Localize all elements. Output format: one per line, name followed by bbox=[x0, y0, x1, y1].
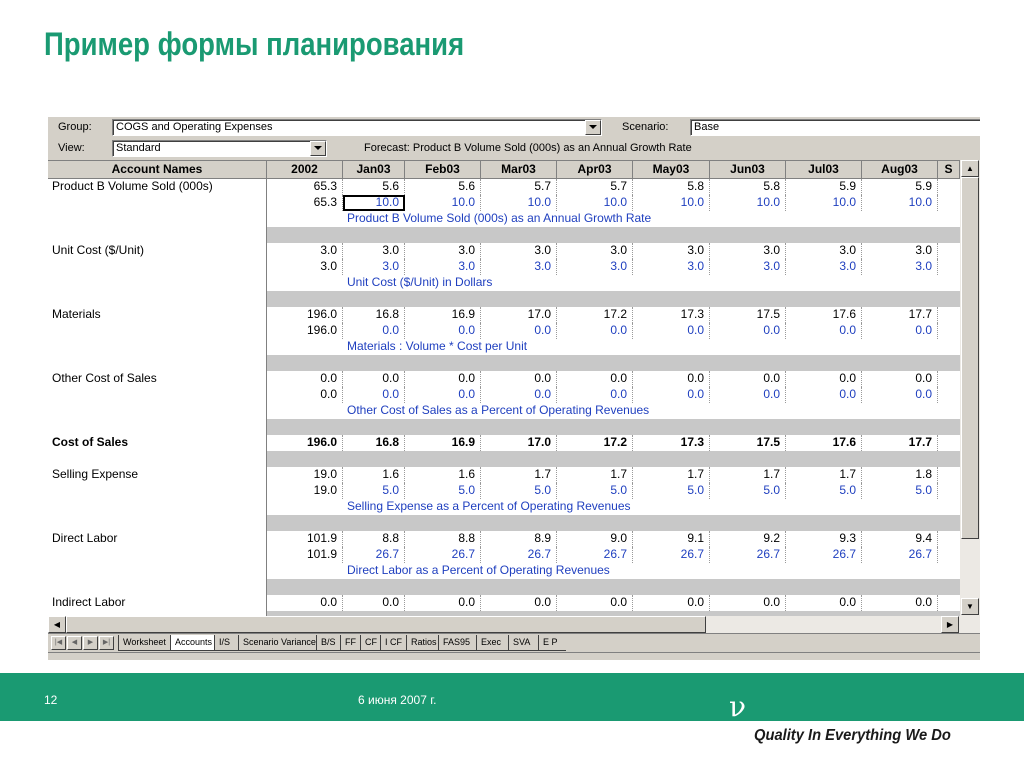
driver-cell[interactable]: 10.0 bbox=[557, 195, 633, 211]
row-separator bbox=[267, 451, 960, 467]
driver-cell[interactable]: 5.0 bbox=[557, 483, 633, 499]
sheet-tab[interactable]: Accounts bbox=[170, 635, 214, 651]
value-cell[interactable]: 9.1 bbox=[633, 531, 710, 547]
value-cell[interactable]: 17.2 bbox=[557, 435, 633, 451]
value-cell[interactable]: 3.0 bbox=[343, 243, 405, 259]
value-cell[interactable]: 9.3 bbox=[786, 531, 862, 547]
driver-cell[interactable]: 0.0 bbox=[267, 387, 343, 403]
scroll-left-button[interactable] bbox=[48, 616, 66, 633]
driver-cell[interactable]: 5.0 bbox=[481, 483, 557, 499]
planning-app-window bbox=[48, 117, 980, 660]
horizontal-scrollbar[interactable] bbox=[48, 616, 980, 633]
value-cell[interactable]: 0.0 bbox=[343, 371, 405, 387]
prev-icon: ◀ bbox=[71, 639, 78, 646]
next-icon: ▶ bbox=[87, 639, 94, 646]
driver-cell[interactable]: 10.0 bbox=[343, 195, 405, 211]
driver-cell[interactable]: 3.0 bbox=[267, 259, 343, 275]
slide-date: 6 июня 2007 г. bbox=[358, 693, 437, 707]
driver-cell[interactable]: 0.0 bbox=[710, 323, 786, 339]
first-sheet-button[interactable] bbox=[51, 636, 66, 650]
driver-cell[interactable]: 5.0 bbox=[862, 483, 938, 499]
status-bar bbox=[48, 652, 980, 660]
driver-cell[interactable]: 5.0 bbox=[405, 483, 481, 499]
value-cell[interactable]: 17.3 bbox=[633, 435, 710, 451]
account-name: Indirect Labor bbox=[48, 595, 267, 616]
row-separator bbox=[267, 579, 960, 595]
formula-description: Direct Labor as a Percent of Operating Revenues bbox=[347, 563, 610, 577]
driver-cell[interactable]: 26.7 bbox=[481, 547, 557, 563]
value-cell[interactable]: 0.0 bbox=[710, 595, 786, 611]
account-block bbox=[48, 243, 960, 307]
row-separator bbox=[267, 515, 960, 531]
value-cell[interactable]: 0.0 bbox=[267, 595, 343, 611]
view-select[interactable]: Standard bbox=[112, 140, 327, 157]
value-cell[interactable]: 0.0 bbox=[633, 595, 710, 611]
driver-cell[interactable]: 0.0 bbox=[481, 387, 557, 403]
driver-cell[interactable]: 3.0 bbox=[862, 259, 938, 275]
group-label: Group: bbox=[58, 121, 92, 133]
value-cell[interactable]: 9.0 bbox=[557, 531, 633, 547]
driver-cell[interactable]: 26.7 bbox=[862, 547, 938, 563]
account-block bbox=[48, 531, 960, 595]
column-header[interactable]: Jul03 bbox=[786, 161, 862, 179]
triangle-down-icon: ▼ bbox=[966, 602, 974, 611]
value-cell[interactable]: 17.5 bbox=[710, 435, 786, 451]
sheet-tab[interactable]: Worksheet bbox=[118, 635, 170, 651]
account-name: Selling Expense bbox=[48, 467, 267, 531]
slide-title: Пример формы планирования bbox=[44, 26, 465, 62]
scroll-right-button[interactable] bbox=[941, 616, 959, 633]
value-cell[interactable]: 3.0 bbox=[267, 243, 343, 259]
value-cell[interactable]: 1.7 bbox=[481, 467, 557, 483]
next-sheet-button[interactable] bbox=[83, 636, 98, 650]
driver-cell[interactable]: 5.0 bbox=[633, 483, 710, 499]
value-cell[interactable]: 0.0 bbox=[405, 371, 481, 387]
driver-cell[interactable]: 3.0 bbox=[633, 259, 710, 275]
formula-description: Materials : Volume * Cost per Unit bbox=[347, 339, 528, 353]
group-select[interactable]: COGS and Operating Expenses bbox=[112, 119, 602, 136]
value-cell[interactable]: 17.2 bbox=[557, 307, 633, 323]
value-cell[interactable]: 16.9 bbox=[405, 435, 481, 451]
value-cell[interactable]: 17.7 bbox=[862, 307, 938, 323]
column-header[interactable]: Feb03 bbox=[405, 161, 481, 179]
driver-cell[interactable]: 3.0 bbox=[481, 259, 557, 275]
value-cell[interactable]: 65.3 bbox=[267, 179, 343, 195]
value-cell[interactable]: 17.7 bbox=[862, 435, 938, 451]
triangle-up-icon: ▲ bbox=[966, 164, 974, 173]
value-cell[interactable]: 0.0 bbox=[633, 371, 710, 387]
value-cell[interactable]: 17.0 bbox=[481, 307, 557, 323]
value-cell[interactable]: 3.0 bbox=[862, 243, 938, 259]
row-separator bbox=[267, 291, 960, 307]
value-cell[interactable]: 16.8 bbox=[343, 307, 405, 323]
driver-cell[interactable]: 0.0 bbox=[405, 387, 481, 403]
value-cell[interactable]: 1.7 bbox=[786, 467, 862, 483]
value-cell[interactable]: 19.0 bbox=[267, 467, 343, 483]
account-block bbox=[48, 371, 960, 435]
driver-cell[interactable]: 19.0 bbox=[267, 483, 343, 499]
first-icon: |◀ bbox=[54, 639, 63, 646]
header-account-names[interactable]: Account Names bbox=[48, 161, 267, 179]
driver-cell[interactable]: 0.0 bbox=[343, 387, 405, 403]
triangle-left-icon: ◀ bbox=[53, 620, 61, 629]
column-header[interactable]: Jan03 bbox=[343, 161, 405, 179]
formula-description: Product B Volume Sold (000s) as an Annual Growth Rate bbox=[347, 211, 652, 225]
value-cell[interactable]: 0.0 bbox=[786, 371, 862, 387]
formula-description: Unit Cost ($/Unit) in Dollars bbox=[347, 275, 493, 289]
value-cell[interactable]: 0.0 bbox=[343, 595, 405, 611]
driver-cell[interactable]: 0.0 bbox=[862, 387, 938, 403]
driver-cell[interactable]: 65.3 bbox=[267, 195, 343, 211]
page-number: 12 bbox=[44, 693, 58, 707]
value-cell[interactable]: 17.6 bbox=[786, 435, 862, 451]
scenario-label: Scenario: bbox=[622, 121, 669, 133]
account-name: Cost of Sales bbox=[48, 435, 267, 467]
account-block bbox=[48, 435, 960, 467]
driver-cell[interactable]: 10.0 bbox=[710, 195, 786, 211]
triangle-right-icon: ▶ bbox=[946, 620, 954, 629]
value-cell[interactable]: 17.5 bbox=[710, 307, 786, 323]
driver-cell[interactable]: 26.7 bbox=[405, 547, 481, 563]
value-cell[interactable]: 1.6 bbox=[405, 467, 481, 483]
scroll-down-button[interactable] bbox=[961, 598, 979, 615]
value-cell[interactable]: 3.0 bbox=[481, 243, 557, 259]
scroll-up-button[interactable] bbox=[961, 160, 979, 177]
value-cell[interactable]: 0.0 bbox=[862, 371, 938, 387]
value-cell[interactable]: 5.9 bbox=[862, 179, 938, 195]
driver-cell[interactable]: 3.0 bbox=[786, 259, 862, 275]
account-block bbox=[48, 467, 960, 531]
value-cell[interactable]: 0.0 bbox=[862, 595, 938, 611]
value-cell[interactable]: 5.8 bbox=[633, 179, 710, 195]
value-cell[interactable]: 16.8 bbox=[343, 435, 405, 451]
row-separator bbox=[267, 227, 960, 243]
value-cell[interactable]: 196.0 bbox=[267, 307, 343, 323]
sheet-tab[interactable]: CF bbox=[360, 635, 380, 651]
sheet-tab[interactable]: SVA bbox=[508, 635, 538, 651]
driver-cell[interactable]: 3.0 bbox=[343, 259, 405, 275]
column-header[interactable]: Jun03 bbox=[710, 161, 786, 179]
value-cell[interactable]: 3.0 bbox=[557, 243, 633, 259]
value-cell[interactable]: 5.7 bbox=[557, 179, 633, 195]
value-cell[interactable]: 1.7 bbox=[710, 467, 786, 483]
value-cell[interactable]: 5.6 bbox=[343, 179, 405, 195]
value-cell[interactable]: 16.9 bbox=[405, 307, 481, 323]
value-cell[interactable]: 8.8 bbox=[405, 531, 481, 547]
group-dropdown-button[interactable] bbox=[585, 120, 601, 135]
driver-cell[interactable]: 10.0 bbox=[786, 195, 862, 211]
value-cell[interactable]: 17.0 bbox=[481, 435, 557, 451]
sheet-tab[interactable]: Exec bbox=[476, 635, 508, 651]
driver-cell[interactable]: 0.0 bbox=[405, 323, 481, 339]
sheet-tab[interactable]: FAS95 bbox=[438, 635, 476, 651]
accounts-grid bbox=[48, 160, 960, 616]
driver-cell[interactable]: 0.0 bbox=[710, 387, 786, 403]
value-cell[interactable]: 3.0 bbox=[405, 243, 481, 259]
value-cell[interactable]: 3.0 bbox=[786, 243, 862, 259]
row-separator bbox=[267, 419, 960, 435]
sheet-tab[interactable]: I/S bbox=[214, 635, 238, 651]
sheet-tab[interactable]: Scenario Variance bbox=[238, 635, 316, 651]
sheet-tab-bar bbox=[48, 633, 980, 652]
company-logo-icon: ν bbox=[729, 690, 747, 723]
row-separator bbox=[267, 355, 960, 371]
value-cell[interactable]: 0.0 bbox=[557, 371, 633, 387]
value-cell[interactable]: 0.0 bbox=[557, 595, 633, 611]
last-icon: ▶| bbox=[102, 639, 111, 646]
driver-cell[interactable]: 10.0 bbox=[862, 195, 938, 211]
account-block bbox=[48, 595, 960, 616]
value-cell[interactable]: 1.7 bbox=[633, 467, 710, 483]
value-cell[interactable]: 3.0 bbox=[633, 243, 710, 259]
driver-cell[interactable]: 26.7 bbox=[557, 547, 633, 563]
driver-cell[interactable]: 0.0 bbox=[862, 323, 938, 339]
driver-cell[interactable]: 0.0 bbox=[343, 323, 405, 339]
driver-cell[interactable]: 0.0 bbox=[786, 323, 862, 339]
view-label: View: bbox=[58, 142, 85, 154]
driver-cell[interactable]: 0.0 bbox=[557, 387, 633, 403]
value-cell[interactable]: 17.6 bbox=[786, 307, 862, 323]
driver-cell[interactable]: 10.0 bbox=[633, 195, 710, 211]
sheet-tab[interactable]: E P bbox=[538, 635, 566, 651]
driver-cell[interactable]: 26.7 bbox=[343, 547, 405, 563]
value-cell[interactable]: 3.0 bbox=[710, 243, 786, 259]
vertical-scroll-thumb[interactable] bbox=[961, 177, 979, 539]
driver-cell[interactable]: 0.0 bbox=[557, 323, 633, 339]
value-cell[interactable]: 1.8 bbox=[862, 467, 938, 483]
value-cell[interactable]: 0.0 bbox=[267, 371, 343, 387]
sheet-tab[interactable]: FF bbox=[340, 635, 360, 651]
value-cell[interactable]: 5.6 bbox=[405, 179, 481, 195]
driver-cell[interactable]: 10.0 bbox=[481, 195, 557, 211]
value-cell[interactable]: 9.4 bbox=[862, 531, 938, 547]
account-name: Other Cost of Sales bbox=[48, 371, 267, 435]
account-name: Product B Volume Sold (000s) bbox=[48, 179, 267, 243]
value-cell[interactable]: 196.0 bbox=[267, 435, 343, 451]
account-name: Materials bbox=[48, 307, 267, 371]
vertical-scrollbar[interactable] bbox=[960, 160, 980, 616]
value-cell[interactable]: 0.0 bbox=[710, 371, 786, 387]
prev-sheet-button[interactable] bbox=[67, 636, 82, 650]
column-header[interactable]: Aug03 bbox=[862, 161, 938, 179]
column-header[interactable]: May03 bbox=[633, 161, 710, 179]
value-cell[interactable]: 0.0 bbox=[405, 595, 481, 611]
account-block bbox=[48, 179, 960, 243]
driver-cell[interactable]: 3.0 bbox=[405, 259, 481, 275]
value-cell[interactable]: 9.2 bbox=[710, 531, 786, 547]
last-sheet-button[interactable] bbox=[99, 636, 114, 650]
driver-cell[interactable]: 0.0 bbox=[633, 387, 710, 403]
value-cell[interactable]: 8.9 bbox=[481, 531, 557, 547]
view-row bbox=[48, 138, 980, 158]
driver-cell[interactable]: 0.0 bbox=[786, 387, 862, 403]
account-block bbox=[48, 307, 960, 371]
driver-cell[interactable]: 196.0 bbox=[267, 323, 343, 339]
value-cell[interactable]: 8.8 bbox=[343, 531, 405, 547]
value-cell[interactable]: 0.0 bbox=[786, 595, 862, 611]
value-cell[interactable]: 17.3 bbox=[633, 307, 710, 323]
value-cell[interactable]: 5.8 bbox=[710, 179, 786, 195]
driver-cell[interactable]: 3.0 bbox=[557, 259, 633, 275]
value-cell[interactable]: 0.0 bbox=[481, 595, 557, 611]
horizontal-scroll-thumb[interactable] bbox=[66, 616, 706, 633]
sheet-tab[interactable]: B/S bbox=[316, 635, 340, 651]
driver-cell[interactable]: 26.7 bbox=[786, 547, 862, 563]
value-cell[interactable]: 0.0 bbox=[481, 371, 557, 387]
driver-cell[interactable]: 5.0 bbox=[710, 483, 786, 499]
value-cell[interactable]: 1.6 bbox=[343, 467, 405, 483]
forecast-caption: Forecast: Product B Volume Sold (000s) as an Annual Growth Rate bbox=[364, 142, 692, 154]
driver-cell[interactable]: 10.0 bbox=[405, 195, 481, 211]
sheet-tab[interactable]: I CF bbox=[380, 635, 406, 651]
formula-description: Other Cost of Sales as a Percent of Operating Revenues bbox=[347, 403, 650, 417]
driver-cell[interactable]: 26.7 bbox=[633, 547, 710, 563]
driver-cell[interactable]: 101.9 bbox=[267, 547, 343, 563]
company-tagline: Quality In Everything We Do bbox=[754, 727, 951, 744]
account-name: Direct Labor bbox=[48, 531, 267, 595]
group-row bbox=[48, 117, 980, 137]
column-header[interactable]: S bbox=[938, 161, 960, 179]
value-cell[interactable]: 101.9 bbox=[267, 531, 343, 547]
sheet-tab[interactable]: Ratios bbox=[406, 635, 438, 651]
value-cell[interactable]: 5.9 bbox=[786, 179, 862, 195]
column-header[interactable]: 2002 bbox=[267, 161, 343, 179]
formula-description: Selling Expense as a Percent of Operating Revenues bbox=[347, 499, 631, 513]
driver-cell[interactable]: 5.0 bbox=[786, 483, 862, 499]
account-name: Unit Cost ($/Unit) bbox=[48, 243, 267, 307]
column-header[interactable]: Mar03 bbox=[481, 161, 557, 179]
driver-cell[interactable]: 0.0 bbox=[481, 323, 557, 339]
value-cell[interactable]: 5.7 bbox=[481, 179, 557, 195]
driver-cell[interactable]: 26.7 bbox=[710, 547, 786, 563]
driver-cell[interactable]: 5.0 bbox=[343, 483, 405, 499]
driver-cell[interactable]: 0.0 bbox=[633, 323, 710, 339]
value-cell[interactable]: 1.7 bbox=[557, 467, 633, 483]
view-dropdown-button[interactable] bbox=[310, 141, 326, 156]
slide-footer bbox=[0, 673, 1024, 721]
driver-cell[interactable]: 3.0 bbox=[710, 259, 786, 275]
column-header[interactable]: Apr03 bbox=[557, 161, 633, 179]
scenario-select[interactable]: Base bbox=[690, 119, 980, 136]
